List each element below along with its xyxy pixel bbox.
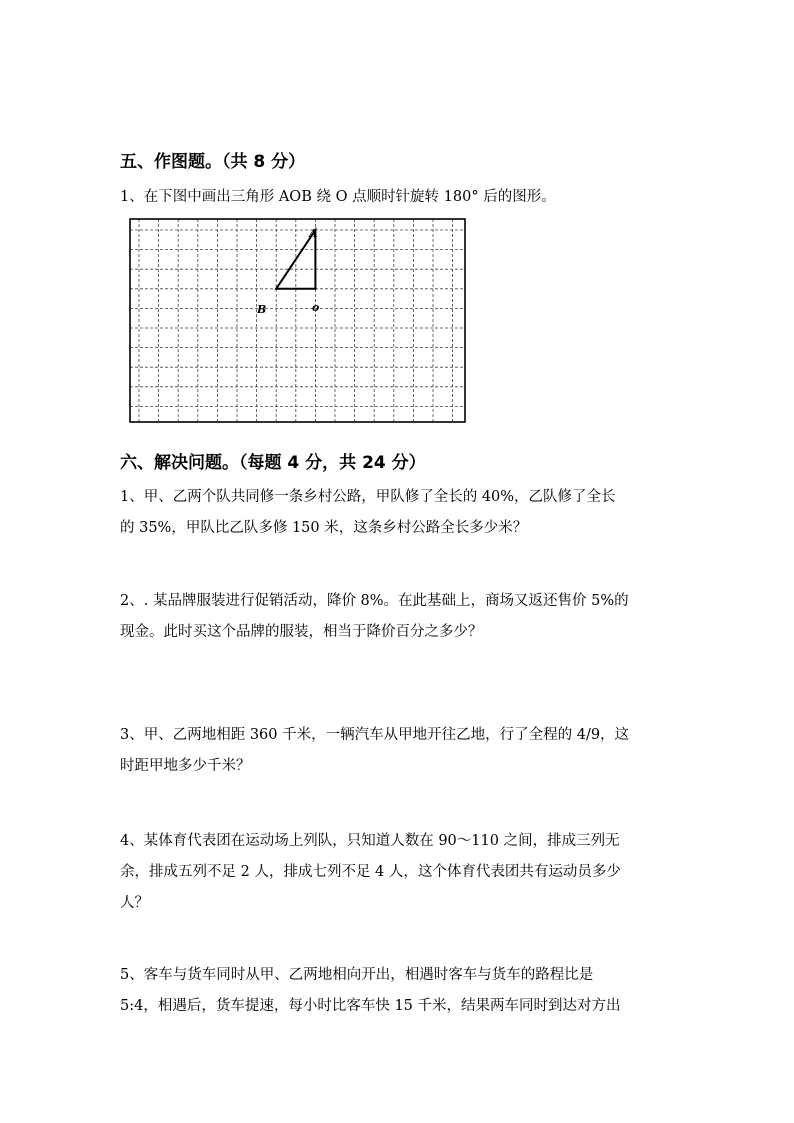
question-6-1 xyxy=(120,482,676,544)
section-6-heading: 六、解决问题。（每题 4 分，共 24 分） xyxy=(120,453,426,473)
question-6-4-line-3: 人？ xyxy=(120,895,149,911)
point-o-label: o xyxy=(312,301,320,314)
question-6-4-line-2: 余，排成五列不足 2 人，排成七列不足 4 人，这个体育代表团共有运动员多少 xyxy=(120,864,621,880)
question-6-2-line-1: 2、. 某品牌服装进行促销活动，降价 8%。在此基础上，商场又返还售价 5%的 xyxy=(120,593,629,609)
question-6-2-line-2: 现金。此时买这个品牌的服装，相当于降价百分之多少？ xyxy=(120,624,483,640)
question-6-5-line-1: 5、客车与货车同时从甲、乙两地相向开出，相遇时客车与货车的路程比是 xyxy=(120,967,594,983)
point-a-label: A xyxy=(309,227,318,240)
question-6-5 xyxy=(120,960,676,1022)
section-5-heading: 五、作图题。（共 8 分） xyxy=(120,152,306,172)
point-b-label: B xyxy=(257,303,267,316)
question-5-1 xyxy=(120,182,676,213)
question-6-4 xyxy=(120,826,676,919)
question-6-3-line-1: 3、甲、乙两地相距 360 千米，一辆汽车从甲地开往乙地，行了全程的 4/9，这 xyxy=(120,727,630,743)
question-5-1-text: 1、在下图中画出三角形 AOB 绕 O 点顺时针旋转 180° 后的图形。 xyxy=(120,189,556,205)
grid-lines xyxy=(130,219,465,422)
question-6-3-line-2: 时距甲地多少千米？ xyxy=(120,758,251,774)
question-6-5-line-2: 5:4，相遇后，货车提速，每小时比客车快 15 千米，结果两车同时到达对方出 xyxy=(120,998,621,1014)
question-6-3 xyxy=(120,720,676,782)
question-6-4-line-1: 4、某体育代表团在运动场上列队，只知道人数在 90～110 之间，排成三列无 xyxy=(120,833,620,849)
question-6-1-line-2: 的 35%，甲队比乙队多修 150 米，这条乡村公路全长多少米？ xyxy=(120,520,528,536)
question-6-1-line-1: 1、甲、乙两个队共同修一条乡村公路，甲队修了全长的 40%，乙队修了全长 xyxy=(120,489,616,505)
question-6-2 xyxy=(120,586,676,648)
rotation-grid-figure xyxy=(129,218,466,423)
